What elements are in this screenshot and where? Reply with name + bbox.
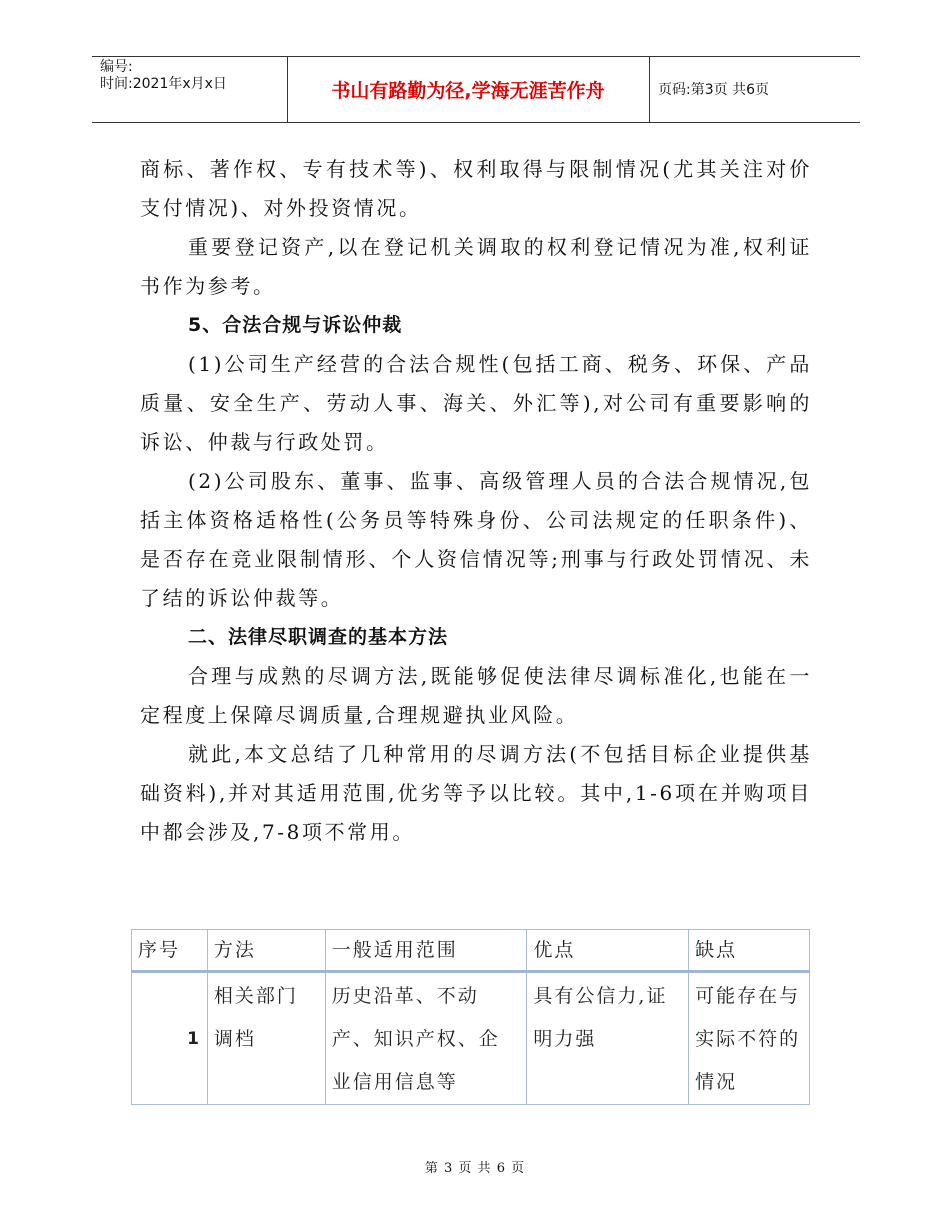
table-row	[132, 972, 810, 1105]
header-bottom-rule	[92, 122, 860, 123]
section-heading: 二、法律尽职调查的基本方法	[188, 626, 449, 648]
paragraph: 商标、著作权、专有技术等)、权利取得与限制情况(尤其关注对价支付情况)、对外投资情况。	[140, 157, 812, 220]
header-page-label: 页码:第3页 共6页	[658, 82, 769, 98]
paragraph: 就此,本文总结了几种常用的尽调方法(不包括目标企业提供基础资料),并对其适用范围,优劣等予以比较。其中,1-6项在并购项目中都会涉及,7-8项不常用。	[140, 742, 812, 844]
serial-label: 编号:	[100, 59, 133, 75]
header-divider-right	[649, 56, 650, 122]
header-motto: 书山有路勤为径,学海无涯苦作舟	[331, 79, 605, 102]
table-cell: 可能存在与实际不符的情况	[689, 972, 810, 1105]
page-footer: 第 3 页 共 6 页	[424, 1161, 526, 1176]
document-body	[140, 150, 812, 852]
table-cell-number: 1	[132, 972, 208, 1105]
paragraph: 合理与成熟的尽调方法,既能够促使法律尽调标准化,也能在一定程度上保障尽调质量,合理规避执业风险。	[140, 664, 812, 727]
section-heading: 5、合法合规与诉讼仲裁	[188, 314, 403, 336]
table-header-cell: 优点	[527, 930, 689, 972]
table-cell: 相关部门调档	[207, 972, 325, 1105]
table-header-cell: 一般适用范围	[325, 930, 527, 972]
time-label: 时间:2021年x月x日	[100, 76, 227, 92]
table-header-row	[132, 930, 810, 972]
paragraph: (1)公司生产经营的合法合规性(包括工商、税务、环保、产品质量、安全生产、劳动人事、海关、外汇等),对公司有重要影响的诉讼、仲裁与行政处罚。	[140, 352, 812, 454]
table-header-cell: 缺点	[689, 930, 810, 972]
methods-table	[131, 929, 810, 1105]
table-header-cell: 序号	[132, 930, 208, 972]
table-header-cell: 方法	[207, 930, 325, 972]
paragraph: (2)公司股东、董事、监事、高级管理人员的合法合规情况,包括主体资格适格性(公务员等特殊身份、公司法规定的任职条件)、是否存在竞业限制情形、个人资信情况等;刑事与行政处罚情况、未了结的诉讼仲裁等。	[140, 469, 812, 610]
table-cell: 历史沿革、不动产、知识产权、企业信用信息等	[325, 972, 527, 1105]
table-cell: 具有公信力,证明力强	[527, 972, 689, 1105]
header-meta	[100, 59, 227, 93]
paragraph: 重要登记资产,以在登记机关调取的权利登记情况为准,权利证书作为参考。	[140, 235, 812, 298]
